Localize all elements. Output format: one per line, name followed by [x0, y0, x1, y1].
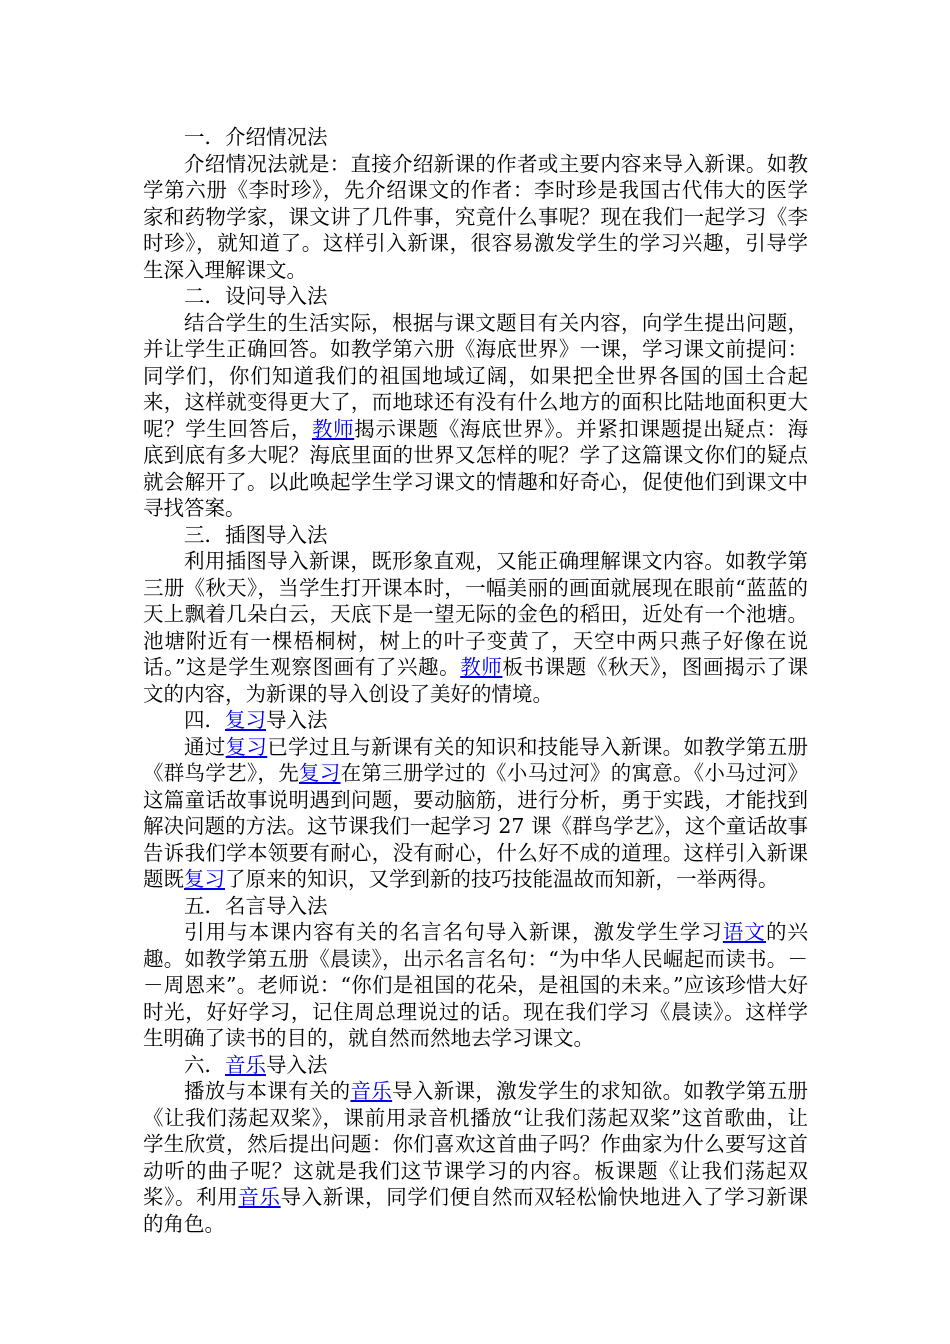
heading-text: 六．: [184, 1052, 225, 1077]
review-link[interactable]: 复习: [184, 867, 225, 891]
paragraph-text: 播放与本课有关的: [184, 1079, 351, 1103]
paragraph-text: 介绍情况法就是：直接介绍新课的作者或主要内容来导入新课。如教学第六册《李时珍》，先介绍课文的作者：李时珍是我国古代伟大的医学家和药物学家，课文讲了几件事，究竟什么事呢？现在我们一起学习《李时珍》，就知道了。这样引入新课，很容易激发学生的学习兴趣，引导学生深入理解课文。: [143, 151, 808, 282]
document-page: [143, 124, 808, 1237]
section-heading: [143, 124, 808, 151]
heading-text: 一．介绍情况法: [184, 125, 328, 149]
paragraph-text: 已学过且与新课有关的知识和技能导入新课。如教学第五册《群鸟学艺》，先: [143, 734, 809, 785]
paragraph-text: 利用插图导入新课，既形象直观，又能正确理解课文内容。如教学第三册《秋天》，当学生打开课本时，一幅美丽的画面就展现在眼前“蓝蓝的天上飘着几朵白云，天底下是一望无际的金色的稻田，近处有一个池塘。池塘附近有一棵梧桐树，树上的叶子变黄了，天空中两只燕子好像在说话。”这是学生观察图画有了兴趣。: [143, 549, 808, 679]
review-link[interactable]: 复习: [225, 734, 268, 759]
paragraph-text: 板书课题《秋天》，图画揭示了课文的内容，为新课的导入创设了美好的情境。: [143, 655, 809, 706]
heading-text: 四．: [184, 708, 225, 732]
section-heading: [143, 893, 808, 920]
chinese-link[interactable]: 语文: [722, 920, 766, 944]
review-link[interactable]: 复习: [225, 708, 266, 732]
paragraph-text: 的兴趣。如教学第五册《晨读》，出示名言名句：“为中华人民崛起而读书。－－周恩来”。老师说：“你们是祖国的花朵，是祖国的未来。”应该珍惜大好时光，好好学习，记住周总理说过的话。现在我们学习《晨读》。这样学生明确了读书的目的，就自然而然地去学习课文。: [143, 920, 809, 1050]
section-paragraph: [143, 919, 808, 1052]
paragraph-text: 了原来的知识，又学到新的技巧技能温故而知新，一举两得。: [225, 867, 779, 891]
section-heading: [143, 522, 808, 549]
section-heading: [143, 707, 808, 734]
paragraph-text: 通过: [184, 734, 226, 759]
heading-text: 二．设问导入法: [184, 284, 328, 308]
music-link[interactable]: 音乐: [225, 1052, 266, 1077]
paragraph-text: 在第三册学过的《小马过河》的寓意。《小马过河》这篇童话故事说明遇到问题，要动脑筋，进行分析，勇于实践，才能找到解决问题的方法。这节课我们一起学习 27 课《群鸟学艺》，这个童话故事告诉我们学本领要有耐心，没有耐心，什么好不成的道理。这样引入新课题既: [143, 761, 808, 891]
review-link[interactable]: 复习: [299, 761, 341, 785]
heading-text: 导入法: [266, 708, 328, 732]
heading-text: 三．插图导入法: [184, 522, 328, 547]
paragraph-text: 导入新课，同学们便自然而双轻松愉快地进入了学习新课的角色。: [143, 1185, 809, 1236]
paragraph-text: 导入新课，激发学生的求知欲。如教学第五册《让我们荡起双桨》，课前用录音机播放“让我们荡起双桨”这首歌曲，让学生欣赏，然后提出问题：你们喜欢这首曲子吗？作曲家为什么要写这首动听的曲子呢？这就是我们这节课学习的内容。板课题《让我们荡起双桨》。利用: [143, 1079, 809, 1209]
heading-text: 五．名言导入法: [184, 893, 328, 918]
section-paragraph: [143, 1078, 808, 1237]
teacher-link[interactable]: 教师: [460, 655, 503, 679]
teacher-link[interactable]: 教师: [311, 416, 355, 441]
section-paragraph: [143, 310, 808, 522]
music-link[interactable]: 音乐: [238, 1185, 281, 1209]
heading-text: 导入法: [266, 1052, 328, 1077]
paragraph-text: 揭示课题《海底世界》。并紧扣课题提出疑点：海底到底有多大呢？海底里面的世界又怎样的呢？学了这篇课文你们的疑点就会解开了。以此唤起学生学习课文的情趣和好奇心，促使他们到课文中寻找答案。: [143, 416, 809, 520]
section-heading: [143, 283, 808, 310]
section-heading: [143, 1052, 808, 1079]
section-paragraph: [143, 734, 808, 893]
section-paragraph: [143, 548, 808, 707]
paragraph-text: 结合学生的生活实际，根据与课文题目有关内容，向学生提出问题，并让学生正确回答。如教学第六册《海底世界》一课，学习课文前提问：同学们，你们知道我们的祖国地域辽阔，如果把全世界各国的国土合起来，这样就变得更大了，而地球还有没有什么地方的面积比陆地面积更大呢？学生回答后，: [143, 310, 808, 441]
paragraph-text: 引用与本课内容有关的名言名句导入新课，激发学生学习: [184, 920, 723, 944]
section-paragraph: [143, 151, 808, 284]
music-link[interactable]: 音乐: [350, 1079, 393, 1103]
